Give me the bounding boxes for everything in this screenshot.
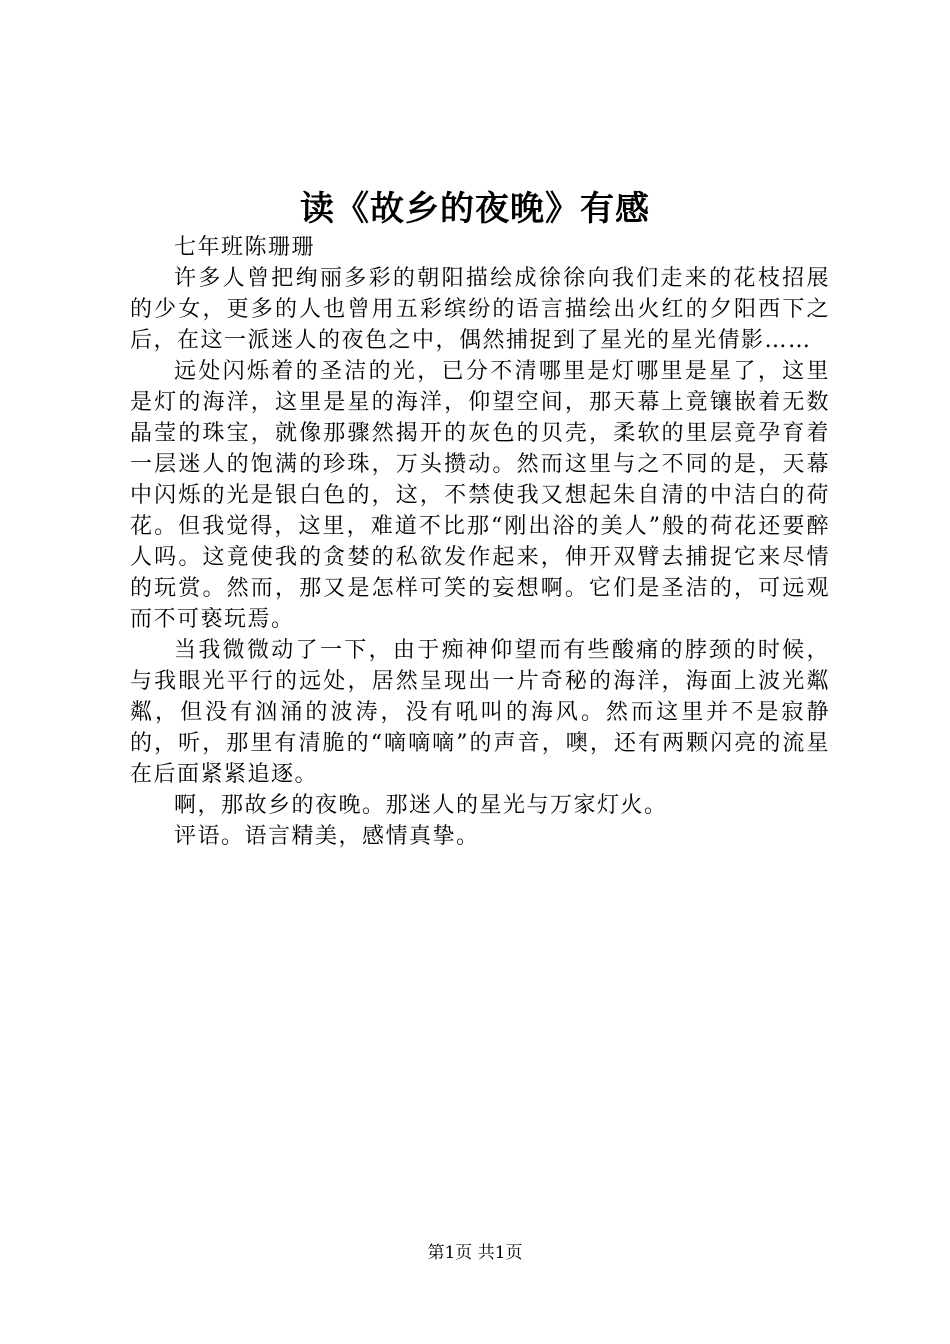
author-line: 七年班陈珊珊 — [174, 235, 316, 260]
document-body — [130, 232, 830, 852]
paragraph-2: 远处闪烁着的圣洁的光，已分不清哪里是灯哪里是星了，这里是灯的海洋，这里是星的海洋，仰望空间，那天幕上竟镶嵌着无数晶莹的珠宝，就像那骤然揭开的灰色的贝壳，柔软的里层竟孕育着一层迷人的饱满的珍珠，万头攒动。然而这里与之不同的是，天幕中闪烁的光是银白色的，这，不禁使我又想起朱自清的中洁白的荷花。但我觉得，这里，难道不比那“刚出浴的美人”般的荷花还要醉人吗。这竟使我的贪婪的私欲发作起来，伸开双臂去捕捉它来尽情的玩赏。然而，那又是怎样可笑的妄想啊。它们是圣洁的，可远观而不可亵玩焉。 — [130, 359, 830, 632]
paragraph-1: 许多人曾把绚丽多彩的朝阳描绘成徐徐向我们走来的花枝招展的少女，更多的人也曾用五彩缤纷的语言描绘出火红的夕阳西下之后，在这一派迷人的夜色之中，偶然捕捉到了星光的星光倩影…… — [130, 266, 830, 353]
paragraph-3: 当我微微动了一下，由于痴神仰望而有些酸痛的脖颈的时候，与我眼光平行的远处，居然呈现出一片奇秘的海洋，海面上波光粼粼，但没有汹涌的波涛，没有吼叫的海风。然而这里并不是寂静的，听，那里有清脆的“嘀嘀嘀”的声音，噢，还有两颗闪亮的流星在后面紧紧追逐。 — [130, 638, 830, 787]
document-title: 读《故乡的夜晚》有感 — [300, 189, 650, 229]
page-number-footer: 第1页 共1页 — [427, 1243, 523, 1263]
paragraph-5: 评语。语言精美，感情真挚。 — [174, 824, 480, 849]
paragraph-4: 啊，那故乡的夜晚。那迷人的星光与万家灯火。 — [174, 793, 668, 818]
